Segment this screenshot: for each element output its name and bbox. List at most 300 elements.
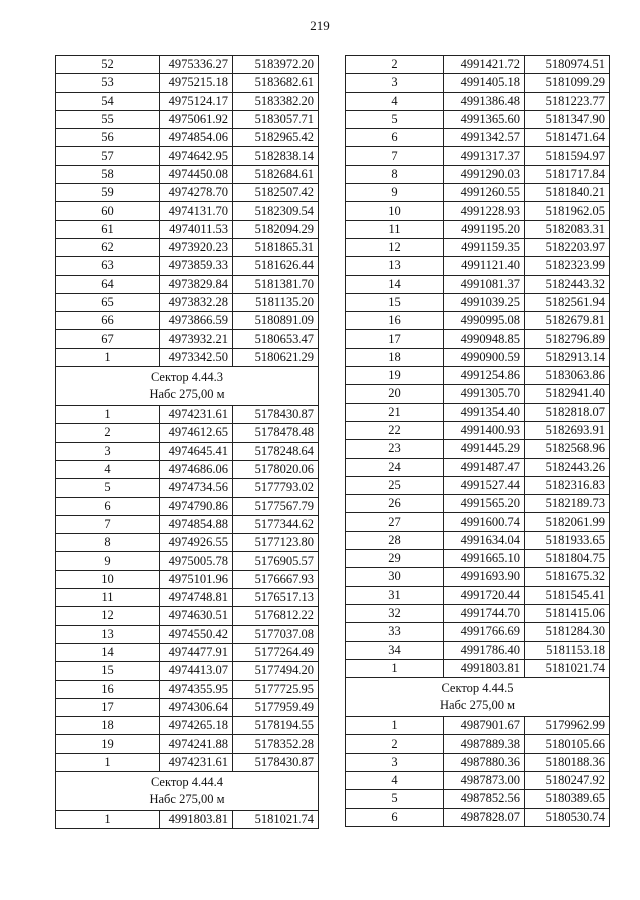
table-row: [346, 717, 610, 735]
x-coordinate-cell: 4991342.57: [444, 129, 525, 147]
table-row: [56, 257, 319, 275]
table-row: [56, 810, 319, 828]
point-number-cell: 2: [346, 56, 444, 74]
point-number-cell: 18: [56, 717, 160, 735]
table-row: [56, 497, 319, 515]
table-row: [56, 552, 319, 570]
point-number-cell: 61: [56, 220, 160, 238]
y-coordinate-cell: 5181284.30: [525, 623, 610, 641]
point-number-cell: 33: [346, 623, 444, 641]
y-coordinate-cell: 5180974.51: [525, 56, 610, 74]
table-row: [56, 460, 319, 478]
y-coordinate-cell: 5178020.06: [233, 460, 319, 478]
x-coordinate-cell: 4973866.59: [160, 312, 233, 330]
point-number-cell: 2: [56, 424, 160, 442]
coordinates-table-right: [345, 55, 610, 827]
y-coordinate-cell: 5183063.86: [525, 367, 610, 385]
x-coordinate-cell: 4974550.42: [160, 625, 233, 643]
table-row: [346, 56, 610, 74]
sector-header: [56, 367, 319, 406]
point-number-cell: 4: [56, 460, 160, 478]
point-number-cell: 3: [346, 753, 444, 771]
y-coordinate-cell: 5180653.47: [233, 330, 319, 348]
x-coordinate-cell: 4974241.88: [160, 735, 233, 753]
table-row: [346, 147, 610, 165]
y-coordinate-cell: 5182094.29: [233, 220, 319, 238]
point-number-cell: 14: [56, 643, 160, 661]
y-coordinate-cell: 5181135.20: [233, 293, 319, 311]
y-coordinate-cell: 5181381.70: [233, 275, 319, 293]
y-coordinate-cell: 5182679.81: [525, 312, 610, 330]
x-coordinate-cell: 4973932.21: [160, 330, 233, 348]
x-coordinate-cell: 4974265.18: [160, 717, 233, 735]
y-coordinate-cell: 5182965.42: [233, 129, 319, 147]
table-row: [56, 275, 319, 293]
point-number-cell: 18: [346, 348, 444, 366]
y-coordinate-cell: 5182913.14: [525, 348, 610, 366]
table-row: [56, 92, 319, 110]
point-number-cell: 5: [56, 479, 160, 497]
table-row: [346, 568, 610, 586]
y-coordinate-cell: 5182083.31: [525, 220, 610, 238]
y-coordinate-cell: 5177567.79: [233, 497, 319, 515]
y-coordinate-cell: 5181840.21: [525, 184, 610, 202]
y-coordinate-cell: 5181021.74: [525, 659, 610, 677]
table-row: [346, 623, 610, 641]
point-number-cell: 56: [56, 129, 160, 147]
y-coordinate-cell: 5177793.02: [233, 479, 319, 497]
x-coordinate-cell: 4991039.25: [444, 293, 525, 311]
y-coordinate-cell: 5179962.99: [525, 717, 610, 735]
point-number-cell: 16: [56, 680, 160, 698]
x-coordinate-cell: 4973342.50: [160, 348, 233, 366]
point-number-cell: 1: [346, 717, 444, 735]
x-coordinate-cell: 4991600.74: [444, 513, 525, 531]
table-row: [56, 220, 319, 238]
table-row: [346, 92, 610, 110]
x-coordinate-cell: 4974450.08: [160, 165, 233, 183]
y-coordinate-cell: 5180621.29: [233, 348, 319, 366]
point-number-cell: 4: [346, 771, 444, 789]
y-coordinate-cell: 5180105.66: [525, 735, 610, 753]
y-coordinate-cell: 5181865.31: [233, 238, 319, 256]
x-coordinate-cell: 4974477.91: [160, 643, 233, 661]
y-coordinate-cell: 5182309.54: [233, 202, 319, 220]
point-number-cell: 11: [56, 589, 160, 607]
x-coordinate-cell: 4991228.93: [444, 202, 525, 220]
x-coordinate-cell: 4974131.70: [160, 202, 233, 220]
point-number-cell: 6: [346, 808, 444, 826]
y-coordinate-cell: 5178352.28: [233, 735, 319, 753]
y-coordinate-cell: 5181415.06: [525, 604, 610, 622]
page-number: 219: [310, 18, 330, 33]
point-number-cell: 65: [56, 293, 160, 311]
table-row: [56, 625, 319, 643]
table-row: [346, 641, 610, 659]
coordinates-table-left: [55, 55, 319, 829]
table-row: [56, 680, 319, 698]
x-coordinate-cell: 4974926.55: [160, 534, 233, 552]
x-coordinate-cell: 4991565.20: [444, 495, 525, 513]
y-coordinate-cell: 5182507.42: [233, 184, 319, 202]
point-number-cell: 12: [346, 238, 444, 256]
table-row: [56, 406, 319, 424]
y-coordinate-cell: 5183682.61: [233, 74, 319, 92]
table-row: [346, 531, 610, 549]
sector-height: Набс 275,00 м: [149, 791, 225, 806]
table-row: [56, 424, 319, 442]
table-row: [346, 495, 610, 513]
point-number-cell: 5: [346, 110, 444, 128]
table-row: [346, 421, 610, 439]
y-coordinate-cell: 5177037.08: [233, 625, 319, 643]
table-row: [56, 184, 319, 202]
point-number-cell: 1: [56, 810, 160, 828]
table-row: [346, 440, 610, 458]
x-coordinate-cell: 4991195.20: [444, 220, 525, 238]
point-number-cell: 14: [346, 275, 444, 293]
y-coordinate-cell: 5176905.57: [233, 552, 319, 570]
y-coordinate-cell: 5182561.94: [525, 293, 610, 311]
point-number-cell: 28: [346, 531, 444, 549]
point-number-cell: 1: [56, 753, 160, 771]
point-number-cell: 10: [56, 570, 160, 588]
sector-title: Сектор 4.44.5: [441, 681, 514, 696]
x-coordinate-cell: 4991260.55: [444, 184, 525, 202]
point-number-cell: 6: [56, 497, 160, 515]
sector-title: Сектор 4.44.3: [150, 370, 224, 385]
table-row: [346, 659, 610, 677]
x-coordinate-cell: 4991665.10: [444, 550, 525, 568]
y-coordinate-cell: 5176667.93: [233, 570, 319, 588]
x-coordinate-cell: 4974306.64: [160, 698, 233, 716]
y-coordinate-cell: 5181021.74: [233, 810, 319, 828]
y-coordinate-cell: 5183057.71: [233, 110, 319, 128]
x-coordinate-cell: 4990900.59: [444, 348, 525, 366]
table-row: [56, 293, 319, 311]
table-row: [346, 586, 610, 604]
x-coordinate-cell: 4974642.95: [160, 147, 233, 165]
point-number-cell: 15: [56, 662, 160, 680]
point-number-cell: 34: [346, 641, 444, 659]
table-row: [56, 442, 319, 460]
left-table-body: [56, 56, 319, 829]
point-number-cell: 57: [56, 147, 160, 165]
x-coordinate-cell: 4991693.90: [444, 568, 525, 586]
y-coordinate-cell: 5182796.89: [525, 330, 610, 348]
x-coordinate-cell: 4991386.48: [444, 92, 525, 110]
y-coordinate-cell: 5180389.65: [525, 790, 610, 808]
table-row: [346, 771, 610, 789]
table-row: [346, 385, 610, 403]
y-coordinate-cell: 5178194.55: [233, 717, 319, 735]
x-coordinate-cell: 4974278.70: [160, 184, 233, 202]
y-coordinate-cell: 5182061.99: [525, 513, 610, 531]
x-coordinate-cell: 4991317.37: [444, 147, 525, 165]
x-coordinate-cell: 4990995.08: [444, 312, 525, 330]
y-coordinate-cell: 5177264.49: [233, 643, 319, 661]
y-coordinate-cell: 5180247.92: [525, 771, 610, 789]
x-coordinate-cell: 4974413.07: [160, 662, 233, 680]
table-row: [346, 550, 610, 568]
point-number-cell: 8: [346, 165, 444, 183]
table-row: [56, 110, 319, 128]
y-coordinate-cell: 5182568.96: [525, 440, 610, 458]
x-coordinate-cell: 4991766.69: [444, 623, 525, 641]
y-coordinate-cell: 5176517.13: [233, 589, 319, 607]
table-row: [56, 662, 319, 680]
table-row: [56, 570, 319, 588]
table-row: [346, 367, 610, 385]
x-coordinate-cell: 4987873.00: [444, 771, 525, 789]
y-coordinate-cell: 5177344.62: [233, 515, 319, 533]
point-number-cell: 67: [56, 330, 160, 348]
point-number-cell: 53: [56, 74, 160, 92]
point-number-cell: 31: [346, 586, 444, 604]
table-row: [346, 238, 610, 256]
x-coordinate-cell: 4974355.95: [160, 680, 233, 698]
table-row: [346, 220, 610, 238]
point-number-cell: 27: [346, 513, 444, 531]
point-number-cell: 9: [346, 184, 444, 202]
table-row: [56, 479, 319, 497]
table-row: [346, 458, 610, 476]
table-row: [346, 790, 610, 808]
x-coordinate-cell: 4973832.28: [160, 293, 233, 311]
x-coordinate-cell: 4991803.81: [160, 810, 233, 828]
table-row: [346, 312, 610, 330]
x-coordinate-cell: 4991254.86: [444, 367, 525, 385]
sector-header: [56, 771, 319, 810]
point-number-cell: 3: [56, 442, 160, 460]
y-coordinate-cell: 5182323.99: [525, 257, 610, 275]
point-number-cell: 23: [346, 440, 444, 458]
point-number-cell: 13: [346, 257, 444, 275]
y-coordinate-cell: 5181223.77: [525, 92, 610, 110]
point-number-cell: 26: [346, 495, 444, 513]
table-row: [56, 348, 319, 366]
table-row: [346, 735, 610, 753]
point-number-cell: 19: [56, 735, 160, 753]
x-coordinate-cell: 4975061.92: [160, 110, 233, 128]
y-coordinate-cell: 5181626.44: [233, 257, 319, 275]
sector-header-row: [346, 678, 610, 717]
point-number-cell: 10: [346, 202, 444, 220]
x-coordinate-cell: 4991527.44: [444, 476, 525, 494]
point-number-cell: 1: [56, 406, 160, 424]
x-coordinate-cell: 4987852.56: [444, 790, 525, 808]
sector-header-row: [56, 367, 319, 406]
x-coordinate-cell: 4974854.06: [160, 129, 233, 147]
right-table-body: [346, 56, 610, 827]
x-coordinate-cell: 4987901.67: [444, 717, 525, 735]
point-number-cell: 20: [346, 385, 444, 403]
point-number-cell: 32: [346, 604, 444, 622]
x-coordinate-cell: 4974790.86: [160, 497, 233, 515]
table-row: [56, 165, 319, 183]
y-coordinate-cell: 5181675.32: [525, 568, 610, 586]
x-coordinate-cell: 4973859.33: [160, 257, 233, 275]
table-row: [346, 257, 610, 275]
point-number-cell: 55: [56, 110, 160, 128]
y-coordinate-cell: 5181717.84: [525, 165, 610, 183]
point-number-cell: 5: [346, 790, 444, 808]
y-coordinate-cell: 5177123.80: [233, 534, 319, 552]
table-row: [56, 202, 319, 220]
table-row: [346, 330, 610, 348]
x-coordinate-cell: 4973829.84: [160, 275, 233, 293]
table-row: [56, 735, 319, 753]
table-row: [56, 515, 319, 533]
sector-height: Набс 275,00 м: [149, 387, 225, 402]
point-number-cell: 58: [56, 165, 160, 183]
y-coordinate-cell: 5181804.75: [525, 550, 610, 568]
x-coordinate-cell: 4974011.53: [160, 220, 233, 238]
table-row: [346, 348, 610, 366]
point-number-cell: 15: [346, 293, 444, 311]
table-row: [346, 110, 610, 128]
table-row: [56, 330, 319, 348]
table-row: [56, 129, 319, 147]
y-coordinate-cell: 5181962.05: [525, 202, 610, 220]
y-coordinate-cell: 5182941.40: [525, 385, 610, 403]
table-row: [346, 129, 610, 147]
point-number-cell: 52: [56, 56, 160, 74]
x-coordinate-cell: 4991487.47: [444, 458, 525, 476]
x-coordinate-cell: 4991121.40: [444, 257, 525, 275]
point-number-cell: 19: [346, 367, 444, 385]
x-coordinate-cell: 4974854.88: [160, 515, 233, 533]
y-coordinate-cell: 5182203.97: [525, 238, 610, 256]
x-coordinate-cell: 4991744.70: [444, 604, 525, 622]
sector-height: Набс 275,00 м: [439, 698, 516, 713]
x-coordinate-cell: 4975124.17: [160, 92, 233, 110]
table-row: [56, 74, 319, 92]
point-number-cell: 64: [56, 275, 160, 293]
table-row: [346, 604, 610, 622]
sector-header-row: [56, 771, 319, 810]
point-number-cell: 7: [56, 515, 160, 533]
y-coordinate-cell: 5181545.41: [525, 586, 610, 604]
point-number-cell: 9: [56, 552, 160, 570]
y-coordinate-cell: 5176812.22: [233, 607, 319, 625]
point-number-cell: 1: [346, 659, 444, 677]
x-coordinate-cell: 4991159.35: [444, 238, 525, 256]
x-coordinate-cell: 4974231.61: [160, 753, 233, 771]
y-coordinate-cell: 5181933.65: [525, 531, 610, 549]
point-number-cell: 60: [56, 202, 160, 220]
point-number-cell: 8: [56, 534, 160, 552]
x-coordinate-cell: 4991421.72: [444, 56, 525, 74]
table-row: [56, 56, 319, 74]
point-number-cell: 2: [346, 735, 444, 753]
y-coordinate-cell: 5177494.20: [233, 662, 319, 680]
table-row: [56, 717, 319, 735]
table-row: [346, 184, 610, 202]
point-number-cell: 3: [346, 74, 444, 92]
y-coordinate-cell: 5183382.20: [233, 92, 319, 110]
y-coordinate-cell: 5181594.97: [525, 147, 610, 165]
table-row: [346, 476, 610, 494]
point-number-cell: 12: [56, 607, 160, 625]
x-coordinate-cell: 4987889.38: [444, 735, 525, 753]
y-coordinate-cell: 5183972.20: [233, 56, 319, 74]
x-coordinate-cell: 4991405.18: [444, 74, 525, 92]
sector-title: Сектор 4.44.4: [150, 774, 224, 789]
x-coordinate-cell: 4975101.96: [160, 570, 233, 588]
x-coordinate-cell: 4974612.65: [160, 424, 233, 442]
y-coordinate-cell: 5177959.49: [233, 698, 319, 716]
x-coordinate-cell: 4991786.40: [444, 641, 525, 659]
x-coordinate-cell: 4987880.36: [444, 753, 525, 771]
x-coordinate-cell: 4991081.37: [444, 275, 525, 293]
point-number-cell: 21: [346, 403, 444, 421]
table-row: [56, 238, 319, 256]
x-coordinate-cell: 4974748.81: [160, 589, 233, 607]
point-number-cell: 66: [56, 312, 160, 330]
y-coordinate-cell: 5180188.36: [525, 753, 610, 771]
y-coordinate-cell: 5178478.48: [233, 424, 319, 442]
point-number-cell: 7: [346, 147, 444, 165]
x-coordinate-cell: 4974231.61: [160, 406, 233, 424]
point-number-cell: 29: [346, 550, 444, 568]
point-number-cell: 62: [56, 238, 160, 256]
y-coordinate-cell: 5182443.32: [525, 275, 610, 293]
table-row: [56, 753, 319, 771]
x-coordinate-cell: 4975215.18: [160, 74, 233, 92]
table-row: [346, 74, 610, 92]
y-coordinate-cell: 5182838.14: [233, 147, 319, 165]
y-coordinate-cell: 5178430.87: [233, 406, 319, 424]
x-coordinate-cell: 4991290.03: [444, 165, 525, 183]
x-coordinate-cell: 4987828.07: [444, 808, 525, 826]
y-coordinate-cell: 5178248.64: [233, 442, 319, 460]
y-coordinate-cell: 5182684.61: [233, 165, 319, 183]
point-number-cell: 13: [56, 625, 160, 643]
x-coordinate-cell: 4974686.06: [160, 460, 233, 478]
y-coordinate-cell: 5180530.74: [525, 808, 610, 826]
x-coordinate-cell: 4974630.51: [160, 607, 233, 625]
point-number-cell: 6: [346, 129, 444, 147]
y-coordinate-cell: 5182818.07: [525, 403, 610, 421]
table-row: [56, 147, 319, 165]
table-row: [56, 589, 319, 607]
y-coordinate-cell: 5178430.87: [233, 753, 319, 771]
point-number-cell: 16: [346, 312, 444, 330]
x-coordinate-cell: 4991354.40: [444, 403, 525, 421]
table-row: [346, 202, 610, 220]
x-coordinate-cell: 4991365.60: [444, 110, 525, 128]
y-coordinate-cell: 5181471.64: [525, 129, 610, 147]
y-coordinate-cell: 5181347.90: [525, 110, 610, 128]
point-number-cell: 22: [346, 421, 444, 439]
table-row: [346, 403, 610, 421]
table-row: [346, 513, 610, 531]
x-coordinate-cell: 4975336.27: [160, 56, 233, 74]
y-coordinate-cell: 5182693.91: [525, 421, 610, 439]
table-row: [56, 698, 319, 716]
table-row: [56, 312, 319, 330]
x-coordinate-cell: 4991445.29: [444, 440, 525, 458]
y-coordinate-cell: 5177725.95: [233, 680, 319, 698]
point-number-cell: 4: [346, 92, 444, 110]
table-row: [346, 275, 610, 293]
y-coordinate-cell: 5182189.73: [525, 495, 610, 513]
x-coordinate-cell: 4991305.70: [444, 385, 525, 403]
table-row: [56, 643, 319, 661]
point-number-cell: 63: [56, 257, 160, 275]
x-coordinate-cell: 4974734.56: [160, 479, 233, 497]
